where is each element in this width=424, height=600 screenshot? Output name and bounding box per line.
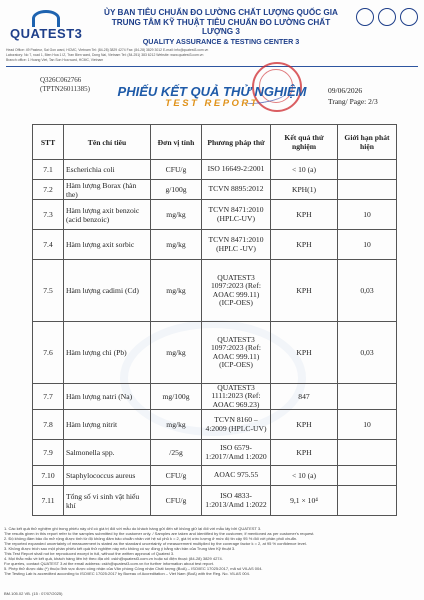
cell-limit: [338, 466, 397, 486]
cell-result: KPH: [271, 440, 338, 466]
cell-result: KPH: [271, 410, 338, 440]
cell-method: TCVN 8471:2010 (HPLC -UV): [202, 230, 271, 260]
report-date: 09/06/2026: [328, 86, 363, 95]
accreditation-icon: [378, 8, 396, 26]
logo-text: QUATEST3: [10, 26, 83, 41]
cell-name: Hàm lượng axit benzoic (acid benzoic): [64, 200, 151, 230]
quatest3-logo: [10, 18, 88, 44]
footer-line: 3. Không được trích sao một phần phiếu kết quả thử nghiệm này nếu không có sự đồng ý bằng văn bản của Trung tâm Kỹ thuật 3.: [4, 546, 236, 551]
header-stt: STT: [33, 125, 64, 160]
header-name: Tên chỉ tiêu: [64, 125, 151, 160]
cell-name: Escherichia coli: [64, 160, 151, 180]
organization-block: [96, 8, 346, 46]
table-row: [33, 180, 397, 200]
footer-line: This Test Report shall not be reproduced except in full, without the written approval of Quatest 3.: [4, 551, 175, 556]
cell-name: Staphylococcus aureus: [64, 466, 151, 486]
table-row: [33, 260, 397, 322]
cell-method: TCVN 8471:2010 (HPLC-UV): [202, 200, 271, 230]
cell-result: < 10 (a): [271, 160, 338, 180]
cell-result: KPH(1): [271, 180, 338, 200]
report-title: [112, 84, 312, 109]
cell-unit: CFU/g: [151, 466, 202, 486]
cell-method: QUATEST3 1097:2023 (Ref: AOAC 999.11) (ICP-OES): [202, 322, 271, 384]
footer-line: The Testing Lab is accredited according to ISO/IEC 17025:2017 by Bureau of Accreditation – Viet Nam (BoA) with the Reg. No. VILAS 004.: [4, 571, 250, 576]
table-row: [33, 440, 397, 466]
footer-line: 5. Phép thử được dấu (*) thuộc lĩnh vực được công nhận của Văn phòng Công nhận Chất lượng (BoA) – ISO/IEC 17025:2017, mã số VILAS 004.: [4, 566, 263, 571]
table-header-row: [33, 125, 397, 160]
cell-unit: mg/kg: [151, 260, 202, 322]
footer-line: 1. Các kết quả thử nghiệm ghi trong phiếu này chỉ có giá trị đối với mẫu do khách hàng gửi đến sẽ không giữ lại đối với mẫu lấy bởi QUATEST 3.: [4, 526, 262, 531]
cell-name: Hàm lượng nitrit: [64, 410, 151, 440]
cell-unit: mg/kg: [151, 200, 202, 230]
footer-line: 4. Mọi thắc mắc về kết quả, khách hàng liên hệ theo địa chỉ: cskh@quatest3.com.vn hoặc số điện thoại: (84-28) 3829 4274.: [4, 556, 223, 561]
cell-result: KPH: [271, 260, 338, 322]
cell-limit: 10: [338, 200, 397, 230]
org-line-2: TRUNG TÂM KỸ THUẬT TIÊU CHUẨN ĐO LƯỜNG CHẤT LƯỢNG 3: [111, 18, 331, 36]
page-number: Trang/ Page: 2/3: [328, 97, 378, 106]
cell-name: Hàm lượng cadimi (Cd): [64, 260, 151, 322]
cell-stt: 7.1: [33, 160, 64, 180]
cell-stt: 7.7: [33, 384, 64, 410]
cell-stt: 7.3: [33, 200, 64, 230]
cell-name: Hàm lượng Borax (hàn the): [64, 180, 151, 200]
address-line: Head Office: 49 Pasteur, Sai Gon ward, HCMC, Vietnam Tel: (84-28) 3829 4274 Fax: (84-28) 3829 3012 E-mail: info@quatest3.com.vn: [6, 48, 209, 52]
cell-stt: 7.5: [33, 260, 64, 322]
cell-result: < 10 (a): [271, 466, 338, 486]
cell-method: ISO 16649-2:2001: [202, 160, 271, 180]
report-header: [6, 6, 418, 68]
cell-name: Hàm lượng chì (Pb): [64, 322, 151, 384]
header-unit: Đơn vị tính: [151, 125, 202, 160]
cell-result: KPH: [271, 200, 338, 230]
cell-unit: mg/kg: [151, 230, 202, 260]
header-limit: Giới hạn phát hiện: [338, 125, 397, 160]
footer-notes: [4, 526, 420, 576]
cell-stt: 7.4: [33, 230, 64, 260]
title-vietnamese: PHIẾU KẾT QUẢ THỬ NGHIỆM: [117, 84, 307, 99]
cell-stt: 7.8: [33, 410, 64, 440]
cell-unit: g/100g: [151, 180, 202, 200]
lab-code: (TPTN26011385): [40, 85, 90, 93]
cell-name: Tổng số vi sinh vật hiếu khí: [64, 486, 151, 516]
cell-name: Salmonella spp.: [64, 440, 151, 466]
table-row: [33, 384, 397, 410]
cell-unit: CFU/g: [151, 486, 202, 516]
report-code: Q326C062766: [40, 76, 82, 84]
form-number: BM.105.02 VB. (15 : 07/07/2025): [4, 591, 63, 596]
cell-unit: /25g: [151, 440, 202, 466]
cell-unit: CFU/g: [151, 160, 202, 180]
cell-result: KPH: [271, 230, 338, 260]
address-block: [6, 48, 418, 63]
cell-method: TCVN 8160 – 4:2009 (HPLC-UV): [202, 410, 271, 440]
header-divider: [6, 66, 418, 67]
cell-limit: [338, 440, 397, 466]
table-row: [33, 160, 397, 180]
table-row: [33, 486, 397, 516]
cell-limit: 0,03: [338, 322, 397, 384]
table-row: [33, 410, 397, 440]
cell-method: ISO 4833-1:2013/Amd 1:2022: [202, 486, 271, 516]
cell-unit: mg/100g: [151, 384, 202, 410]
table-row: [33, 322, 397, 384]
cell-limit: 10: [338, 230, 397, 260]
cell-method: AOAC 975.55: [202, 466, 271, 486]
footer-line: The reported expanded uncertainty of measurement is stated as the standard uncertainty of measurement multiplied by the coverage factor k = 2, at 95 % confidence level.: [4, 541, 307, 546]
cell-method: TCVN 8895:2012: [202, 180, 271, 200]
cell-stt: 7.2: [33, 180, 64, 200]
table-row: [33, 466, 397, 486]
logo-arc-icon: [32, 10, 60, 27]
cell-unit: mg/kg: [151, 322, 202, 384]
report-code-block: [40, 76, 90, 94]
footer-line: The results given in this report refer to the samples submitted by the customer only. / Samples are taken and identified by the customer, if mentioned as per customer's request.: [4, 531, 315, 536]
iso-cert-icon: [356, 8, 374, 26]
org-line-3: QUALITY ASSURANCE & TESTING CENTER 3: [142, 37, 300, 46]
cell-limit: [338, 180, 397, 200]
table-row: [33, 230, 397, 260]
cell-method: QUATEST3 1097:2023 (Ref: AOAC 999.11) (ICP-OES): [202, 260, 271, 322]
cell-name: Hàm lượng axit sorbic: [64, 230, 151, 260]
cell-result: 847: [271, 384, 338, 410]
cell-name: Hàm lượng natri (Na): [64, 384, 151, 410]
iaf-icon: [400, 8, 418, 26]
cell-limit: [338, 486, 397, 516]
footer-line: 2. Độ không đảm bảo đo mở rộng được tính từ độ không đảm bảo chuẩn nhân với hệ số phủ k = 2, giá trị ước lượng ở mức độ tin cậy 95 % đối với phân phối chuẩn.: [4, 536, 298, 541]
address-line: Branch office: 1 Hoang Viet, Tan Son Hoa ward, HCMC, Vietnam: [6, 58, 104, 62]
org-line-1: ỦY BAN TIÊU CHUẨN ĐO LƯỜNG CHẤT LƯỢNG QUỐC GIA: [104, 8, 338, 17]
cell-stt: 7.11: [33, 486, 64, 516]
cell-limit: 0,03: [338, 260, 397, 322]
cell-limit: [338, 384, 397, 410]
cell-method: QUATEST3 1111:2023 (Ref: AOAC 969.23): [202, 384, 271, 410]
cell-limit: 10: [338, 410, 397, 440]
table-row: [33, 200, 397, 230]
cell-stt: 7.6: [33, 322, 64, 384]
title-english: TEST REPORT: [165, 98, 259, 109]
cell-method: ISO 6579-1:2017/Amd 1:2020: [202, 440, 271, 466]
footer-line: For queries, contact QUATEST 3 at the email address: cskh@quatest3.com.vn for further information about test report.: [4, 561, 215, 566]
cell-stt: 7.9: [33, 440, 64, 466]
cell-stt: 7.10: [33, 466, 64, 486]
cell-unit: mg/kg: [151, 410, 202, 440]
cell-result: KPH: [271, 322, 338, 384]
cell-limit: [338, 160, 397, 180]
header-method: Phương pháp thử: [202, 125, 271, 160]
header-result: Kết quả thử nghiệm: [271, 125, 338, 160]
address-line: Laboratory: No 7, road 1, Bien Hoa 1 IZ, Tran Bien ward, Dong Nai, Vietnam Tel: (84-251) 383 6212 Website: www.quatest3.com.vn: [6, 53, 204, 57]
cell-result: 9,1 × 10⁴: [271, 486, 338, 516]
results-table: [32, 124, 397, 516]
